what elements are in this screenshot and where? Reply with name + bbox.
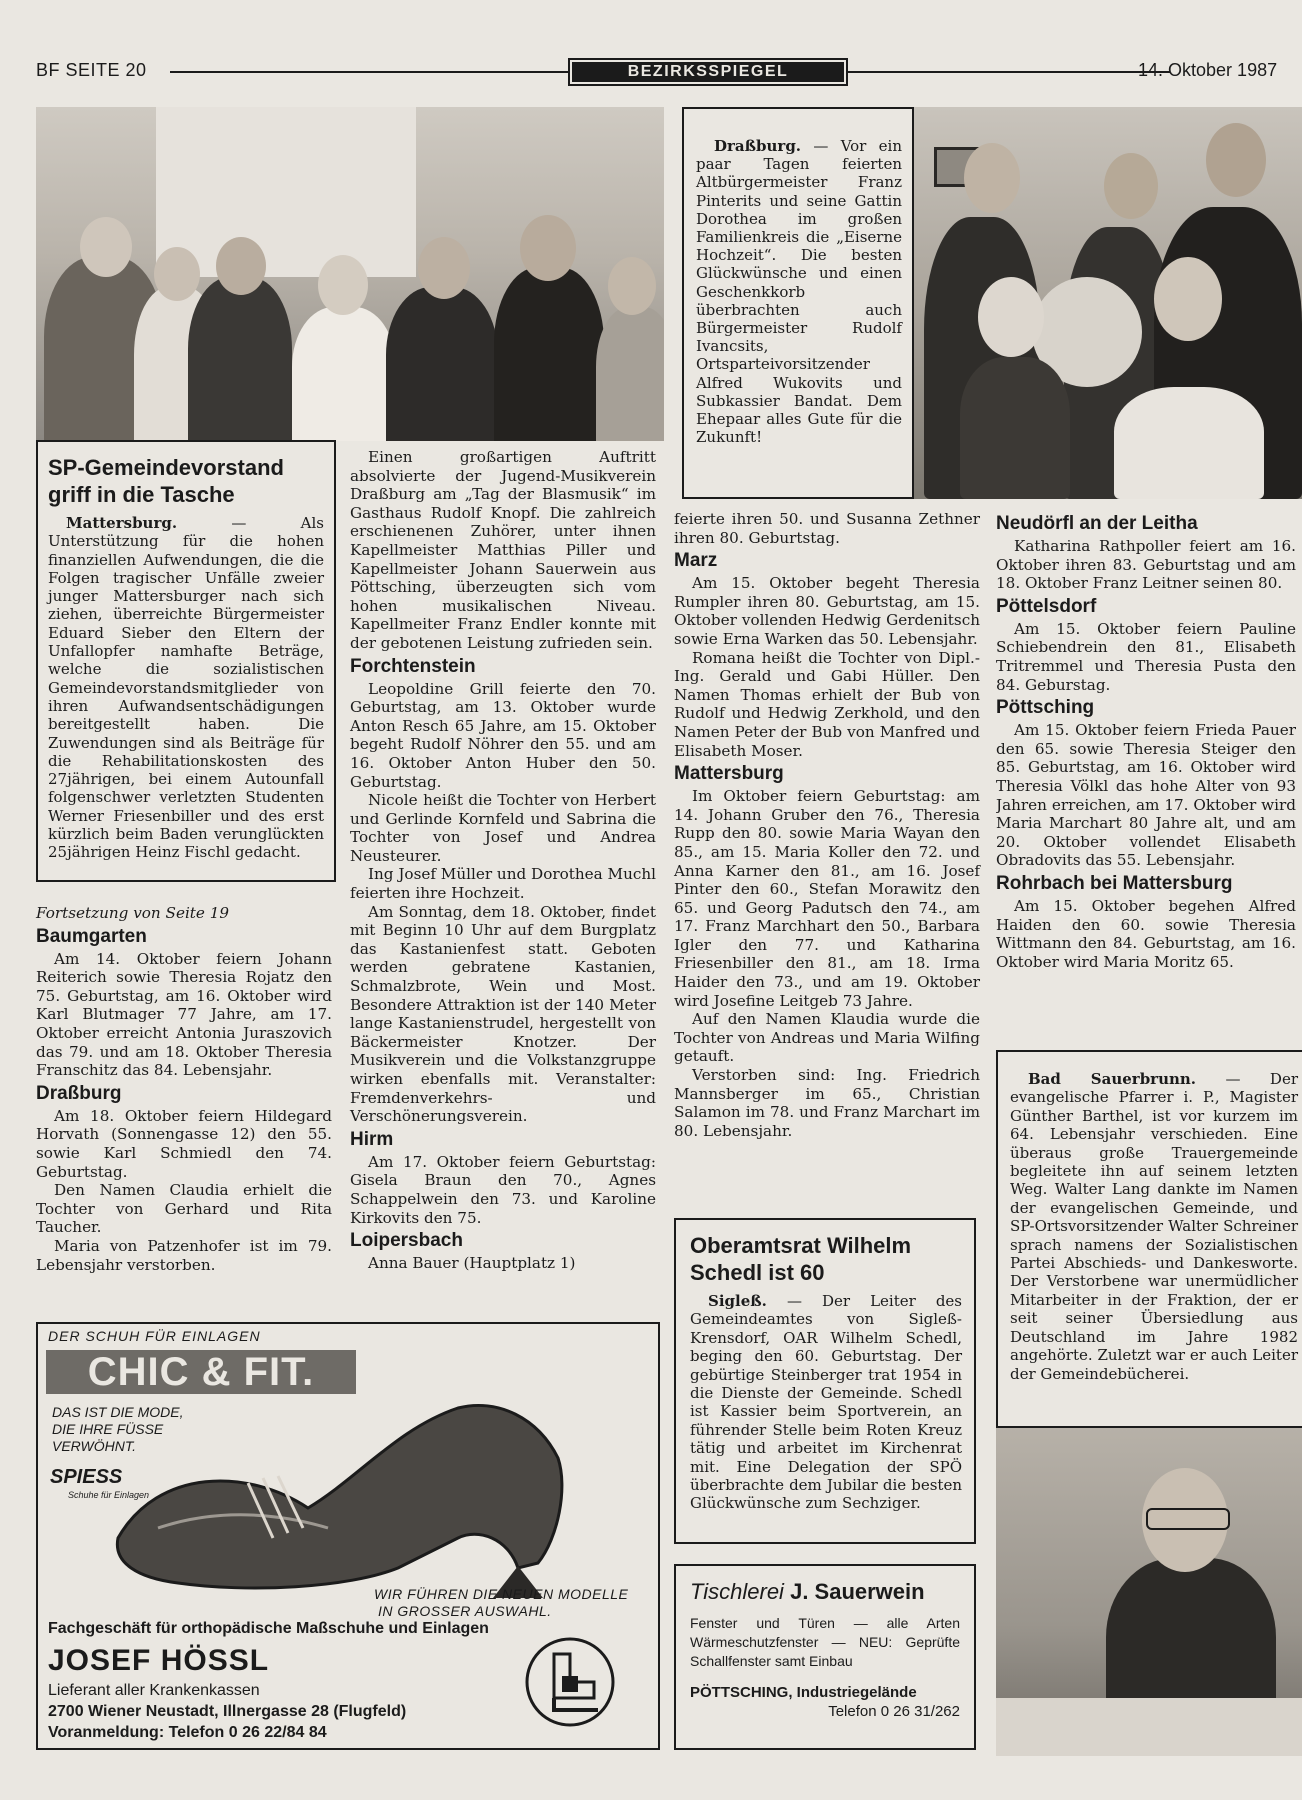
ad-maker: SPIESS [50,1466,123,1488]
page-header [36,58,1302,88]
continuation-note: Fortsetzung von Seite 19 [36,904,230,922]
heading-loipersbach: Loipersbach [350,1230,463,1252]
header-rule-left [170,71,568,73]
text-hirm: Am 17. Oktober feiern Geburtstag: Gisela Braun den 70., Agnes Schappelwein den 73. und Karoline Kirkovits den 75. [350,1152,656,1227]
ad-tischlerei-sauerwein [674,1564,976,1750]
text-forchtenstein-2: Nicole heißt die Tochter von Herbert und Gerlinde Kornfeld und Sabrina die Tochter von Josef und Andrea Neusteurer. [350,791,656,865]
photo-schedl-portrait [996,1428,1302,1756]
column-4 [996,510,1296,971]
column-1 [36,904,332,1274]
sauerbrunn-text: — Der evangelische Pfarrer i. P., Magister Günther Barthel, ist vor kurzem im 64. Lebensjahr verschieden. Eine überaus große Trauergemeinde begleitete ihn auf seinem letzten Weg. Walter Lang dankte im Namen der evangelischen Gemeinde, und SP-Ortsvorsitzender Walter Schreiner sprach namens der Sozialistischen Partei Abschieds- und Dankesworte. Der Verstorbene war unermüdlicher Mitarbeiter in der Fraktion, der er seit seiner Übersiedlung aus Deutschland im Jahre 1982 angehörte. Zuletzt war er auch Leiter der Gemeindebücherei. [1010,1070,1299,1383]
dateline-drassburg: Draßburg. [714,137,802,155]
ad-slogan-1: DAS IST DIE MODE, [52,1404,184,1420]
sauerbrunn-body [1010,1070,1298,1383]
text-neudoerfl: Katharina Rathpoller feiert am 16. Oktober ihren 83. Geburtstag und am 18. Oktober Franz Leitner seinen 80. [996,537,1296,593]
heading-rohrbach: Rohrbach bei Mattersburg [996,872,1233,894]
text-poettelsdorf: Am 15. Oktober feiern Pauline Schiebendrein den 81., Elisabeth Tritremmel und Theresia Pusta den 84. Geburstag. [996,619,1296,694]
article-body [48,514,324,862]
ad-josef-hoessl [36,1322,660,1750]
text-intro: feierte ihren 50. und Susanna Zethner ihren 80. Geburtstag. [674,510,980,547]
caption-body: — Vor ein paar Tagen feierten Altbürgermeister Franz Pinterits und seine Gattin Dorothea im großen Familienkreis die „Eiserne Hochzeit“. Die besten Glückwünsche und einen Geschenkkorb überbrachten auch Bürgermeister Rudolf Ivancsits, Ortsparteivorsitzender Alfred Wukovits und Subkassier Bandat. Dem Ehepaar alles Gute für die Zukunft! [696,137,902,447]
text-forchtenstein-3: Ing Josef Müller und Dorothea Muchl feierten ihre Hochzeit. [350,865,656,903]
issue-date: 14. Oktober 1987 [1138,60,1278,80]
article-text: — Als Unterstützung für die hohen finanziellen Aufwendungen, die die Folgen tragischer Unfälle zweier junger Mattersburger nach sich ziehen, überreichte Bürgermeister Eduard Sieber den Eltern der Unfallopfer namhafte Beträge, welche die sozialistischen Gemeindevorstandsmitglieder von ihren Aufwandsentschädigungen bereitgestellt haben. Die Zuwendungen sind als Beiträge für die Rehabilitationskosten des 27jährigen, bei einem Autounfall folgenschwer verletzten Studenten Werner Friesenbiller und des erst kürzlich beim Baden verunglückten 25jährigen Heinz Fischl gedacht. [48,514,324,862]
ad-line-3: Voranmeldung: Telefon 0 26 22/84 84 [48,1724,327,1741]
orthopedic-foot-logo-icon [524,1636,616,1728]
heading-drassburg: Draßburg [36,1082,122,1104]
text-forchtenstein-1: Leopoldine Grill feierte den 70. Geburtstag, am 13. Oktober wurde Anton Resch 65 Jahre, am 15. Oktober begeht Rudolf Nöhrer den 55. und am 16. Oktober Anton Huber den 50. Geburtstag. [350,679,656,791]
ad-slogan-2: DIE IHRE FÜSSE [52,1421,164,1437]
glasses [1146,1508,1230,1530]
ad-tischlerei-title-b: J. Sauerwein [790,1579,925,1604]
text-poettsching: Am 15. Oktober feiern Frieda Pauer den 65. sowie Theresia Steiger den 85. Geburtstag, am 16. Oktober wird Theresia Völkl das hohe Alter von 93 Jahren erreichen, am 17. Oktober wird Maria Marchart 80 Jahre alt, und am 20. Oktober vollendet Elisabeth Obradovits das 55. Lebensjahr. [996,721,1296,870]
ad-line-1: Lieferant aller Krankenkassen [48,1682,260,1699]
column-3 [674,510,980,1140]
text-drassburg-1: Am 18. Oktober feiern Hildegard Horvath (Sonnengasse 12) den 55. sowie Karl Schmiedl den 74. Geburtstag. [36,1106,332,1181]
heading-forchtenstein: Forchtenstein [350,655,476,677]
text-marz-2: Romana heißt die Tochter von Dipl.-Ing. Gerald und Gabi Hüller. Den Namen Thomas erhielt der Bub von Rudolf und Hedwig Zerkhold, und den Namen Peter der Bub von Manfred und Elisabeth Moser. [674,648,980,760]
text-rohrbach: Am 15. Oktober begehen Alfred Haiden den 60. sowie Theresia Wittmann den 84. Geburtstag, am 16. Oktober wird Maria Moritz 65. [996,896,1296,971]
section-label [568,58,848,86]
text-musikverein: Einen großartigen Auftritt absolvierte der Jugend-Musikverein Draßburg am „Tag der Blasmusik“ im Gasthaus Rudolf Knopf. Die zahlreich erschienenen Zuhörer, unter ihnen Kapellmeister Matthias Piller und Kapellmeister Johann Sauerwein aus Pöttsching, überzeugten sich vom hohen musikalischen Niveau. Kapellmeiter Franz Endler konnte mit der gebotenen Leistung zufrieden sein. [350,448,656,652]
dateline-bad-sauerbrunn: Bad Sauerbrunn. [1028,1070,1197,1088]
heading-baumgarten: Baumgarten [36,925,147,947]
section-title: BEZIRKSSPIEGEL [572,62,844,82]
photo-council-handover [36,107,664,441]
text-marz-1: Am 15. Oktober begeht Theresia Rumpler ihren 80. Geburtstag, am 15. Oktober vollenden Hedwig Gerdenitsch sowie Erna Warken das 50. Lebensjahr. [674,574,980,648]
schedl-body [690,1292,962,1513]
backdrop-curtain [156,107,416,277]
desk [996,1698,1302,1756]
heading-poettelsdorf: Pöttelsdorf [996,595,1097,617]
text-mattersburg-1: Im Oktober feiern Geburtstag: am 14. Johann Gruber den 76., Theresia Rupp den 80. sowie Maria Wayan den 85., am 15. Maria Koller den 72. und Anna Karner den 81., am 16. Josef Pinter den 60., Stefan Morawitz den 65. und Georg Padutsch den 74., am 17. Franz Marchhart den 50., Barbara Igler den 77. und Katharina Friesenbiller den 81., am 18. Irma Haider den 73., und am 19. Oktober wird Josefine Leitgeb 73 Jahre. [674,787,980,1010]
ad-tischlerei-phone: Telefon 0 26 31/262 [828,1703,960,1720]
dateline-sigless: Sigleß. [708,1292,767,1310]
ad-shop-name: JOSEF HÖSSL [48,1644,270,1677]
ad-models-1: WIR FÜHREN DIE NEUEN MODELLE [374,1586,629,1602]
text-loipersbach: Anna Bauer (Hauptplatz 1) [368,1254,576,1273]
ad-tagline: DER SCHUH FÜR EINLAGEN [48,1328,261,1344]
page-number: BF SEITE 20 [36,60,147,80]
dateline-mattersburg: Mattersburg. [66,514,178,532]
ad-models-2: IN GROSSER AUSWAHL. [378,1603,552,1619]
headline-sp-gemeindevorstand: SP-Gemeindevorstand griff in die Tasche [48,455,284,507]
heading-marz: Marz [674,550,718,572]
photo-iron-wedding [914,107,1302,499]
column-2 [350,448,656,1273]
ad-maker-sub: Schuhe für Einlagen [68,1490,150,1500]
text-mattersburg-3: Verstorben sind: Ing. Friedrich Mannsberger im 65., Christian Salamon im 78. und Franz Marchart im 80. Lebensjahr. [674,1066,980,1140]
text-forchtenstein-4: Am Sonntag, dem 18. Oktober, findet mit Beginn 10 Uhr auf dem Burgplatz das Kastanienfest statt. Geboten werden gebratene Kastanien, Schmalzbrote, Wein und Most. Besondere Attraktion ist der 140 Meter lange Kastanienstrudel, hergestellt von Bäckermeister Knotzer. Der Musikverein und die Volkstanzgruppe wirken ebenfalls mit. Veranstalter: Fremdenverkehrs- und Verschönerungsverein. [350,902,656,1126]
ad-line-2: 2700 Wiener Neustadt, Illnergasse 28 (Flugfeld) [48,1703,407,1720]
article-sp-gemeindevorstand [36,440,336,882]
ad-tischlerei-title-a: Tischlerei [690,1579,784,1604]
article-sauerbrunn [996,1050,1302,1428]
text-mattersburg-2: Auf den Namen Klaudia wurde die Tochter von Andreas und Maria Wilfing getauft. [674,1010,980,1066]
headline-schedl: Oberamtsrat Wilhelm Schedl ist 60 [690,1233,912,1285]
caption-text [696,137,902,446]
article-schedl [674,1218,976,1544]
shoe-illustration [98,1388,578,1598]
heading-mattersburg: Mattersburg [674,763,784,785]
text-baumgarten: Am 14. Oktober feiern Johann Reiterich sowie Theresia Rojatz den 75. Geburtstag, am 16. Oktober wird Karl Blutmager 77 Jahre, am 17. Oktober erreicht Antonia Juraszovich das 79. und am 18. Oktober Theresia Franschitz das 84. Lebensjahr. [36,949,332,1080]
ad-tischlerei-location: PÖTTSCHING, Industriegelände [690,1684,917,1701]
header-rule-right [848,71,1170,73]
ad-brand: CHIC & FIT. [46,1350,356,1394]
text-drassburg-2: Den Namen Claudia erhielt die Tochter von Gerhard und Rita Taucher. [36,1181,332,1237]
heading-poettsching: Pöttsching [996,697,1095,719]
ad-tischlerei-text: Fenster und Türen — alle Arten Wärmeschutzfenster — NEU: Geprüfte Schallfenster samt Einbau [690,1615,960,1669]
schedl-text: — Der Leiter des Gemeindeamtes von Sigleß-Krensdorf, OAR Wilhelm Schedl, beging den 60. Geburtstag. Der gebürtige Steinberger trat 1954 in die Dienste der Gemeinde. Schedl ist Kassier beim Sportverein, an führender Stelle beim Roten Kreuz tätig und arbeitet im Kirchenrat mit. Eine Delegation der SPÖ überbrachte dem Jubilar die besten Glückwünsche zum Sechziger. [690,1292,962,1513]
text-drassburg-3: Maria von Patzenhofer ist im 79. Lebensjahr verstorben. [36,1236,332,1274]
ad-tischlerei-title [690,1578,960,1606]
heading-neudoerfl: Neudörfl an der Leitha [996,513,1198,534]
caption-eiserne-hochzeit [682,107,914,499]
ad-shop-type: Fachgeschäft für orthopädische Maßschuhe und Einlagen [48,1620,489,1637]
heading-hirm: Hirm [350,1128,394,1150]
ad-slogan-3: VERWÖHNT. [52,1438,137,1454]
